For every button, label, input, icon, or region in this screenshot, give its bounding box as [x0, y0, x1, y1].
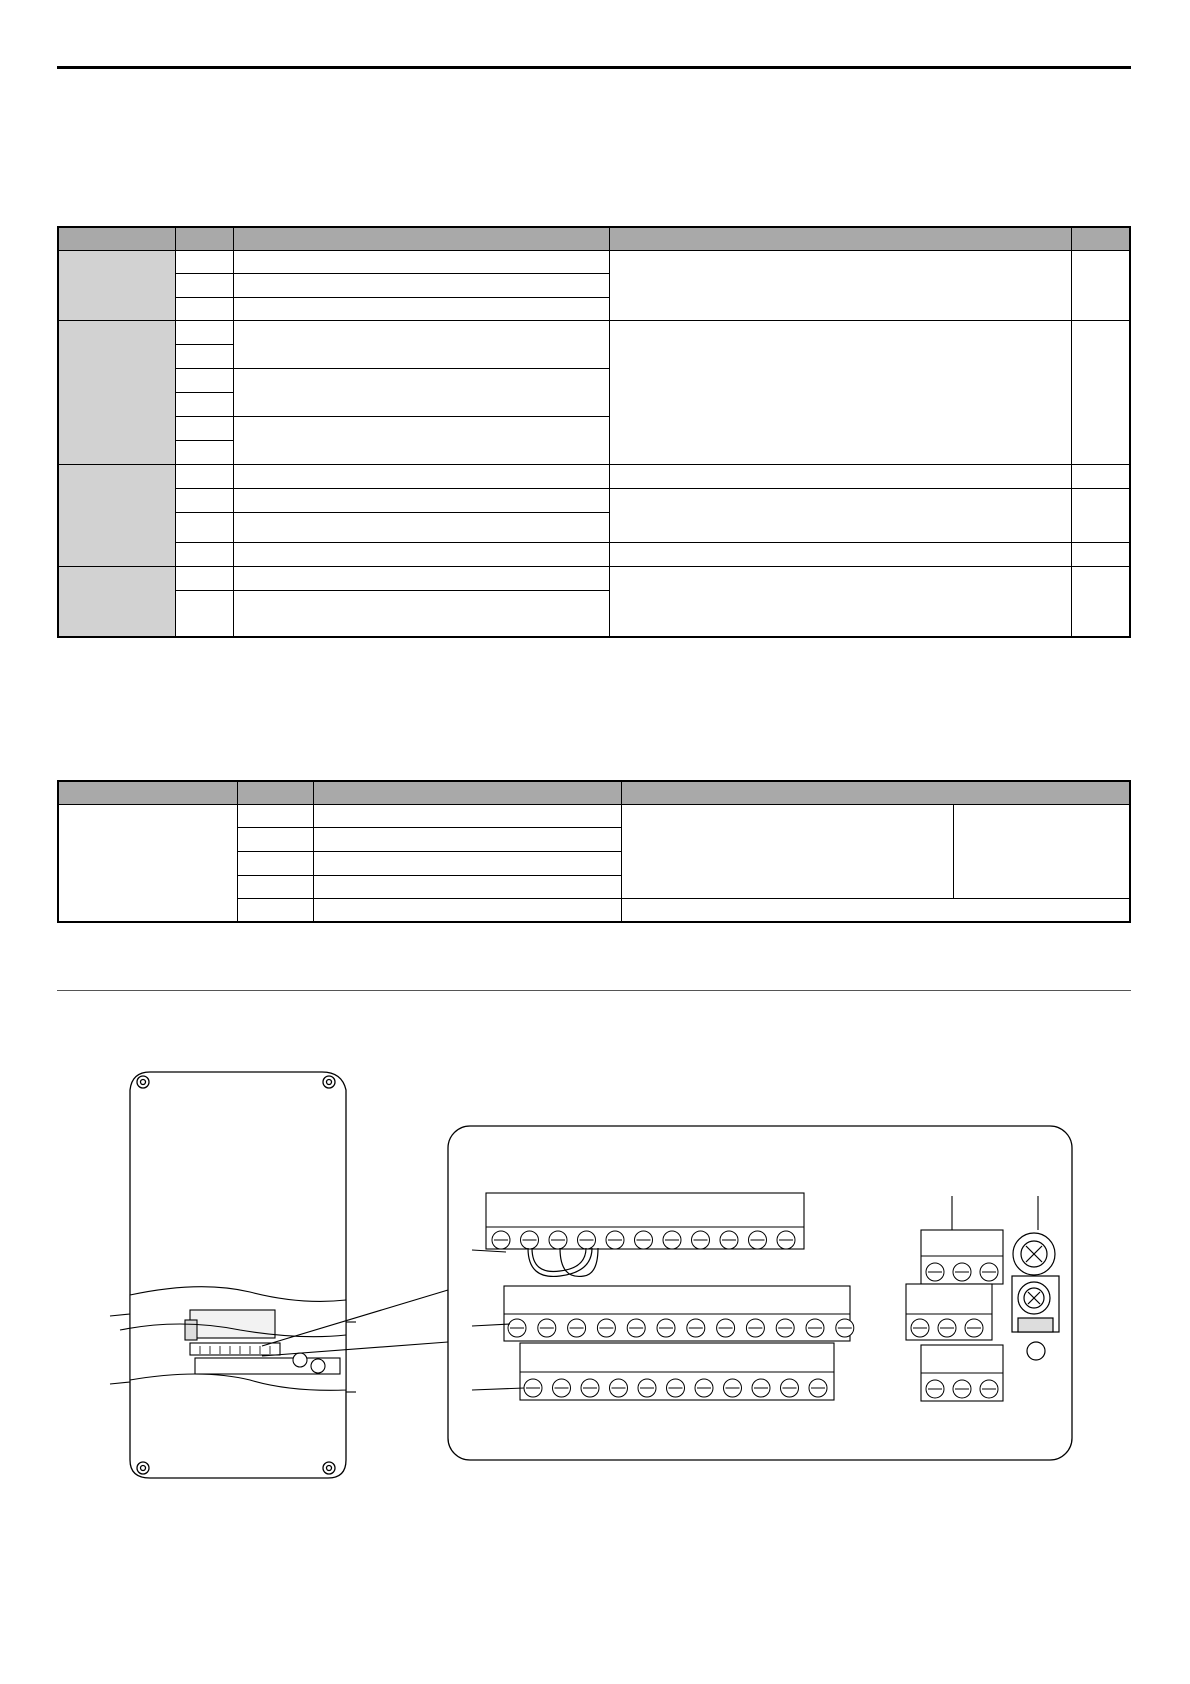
table-header-cell [58, 781, 237, 805]
table-cell [175, 441, 233, 465]
table-header-cell [1072, 227, 1130, 251]
table-cell [1072, 489, 1130, 543]
table-cell [954, 805, 1130, 899]
table-cell [313, 876, 621, 899]
table-cell [175, 369, 233, 393]
table-cell [233, 465, 610, 489]
table-cell [175, 465, 233, 489]
table-cell [58, 805, 237, 922]
top-rule [57, 66, 1131, 69]
table-cell [175, 417, 233, 441]
table-cell [233, 567, 610, 591]
table-cell [233, 251, 610, 274]
table-header-cell [610, 227, 1072, 251]
table-cell [175, 345, 233, 369]
table-cell [233, 321, 610, 369]
table-cell [1072, 567, 1130, 637]
table-header-cell [621, 781, 1130, 805]
table-cell [313, 828, 621, 852]
table-cell [237, 828, 313, 852]
table-cell [233, 417, 610, 465]
terminal-table-1 [57, 226, 1131, 638]
terminal-table-2 [57, 780, 1131, 923]
table-cell [1072, 543, 1130, 567]
table-header-row [58, 781, 1130, 805]
table-cell [237, 876, 313, 899]
table-cell [175, 489, 233, 513]
table-cell [175, 567, 233, 591]
table-cell [175, 298, 233, 321]
table-row [58, 805, 1130, 828]
table-cell [233, 274, 610, 298]
table-cell [237, 899, 313, 922]
table-cell [610, 543, 1072, 567]
table-cell [233, 369, 610, 417]
section-rule [57, 990, 1131, 991]
table-cell [313, 899, 621, 922]
table-cell [237, 805, 313, 828]
table-cell [175, 591, 233, 637]
terminal-board-figure [0, 1060, 1190, 1480]
table-cell [175, 274, 233, 298]
table-row [58, 567, 1130, 591]
table-cell [237, 852, 313, 876]
table-cell [1072, 465, 1130, 489]
group-cell [58, 321, 175, 465]
table-cell [175, 321, 233, 345]
table-row [58, 465, 1130, 489]
table-cell [175, 251, 233, 274]
group-cell [58, 567, 175, 637]
table-cell [610, 567, 1072, 637]
terminal-block-middle [504, 1286, 850, 1341]
table-cell [233, 298, 610, 321]
table-header-cell [313, 781, 621, 805]
table-cell [610, 489, 1072, 543]
table-cell [313, 852, 621, 876]
table-row [58, 251, 1130, 274]
group-cell [58, 251, 175, 321]
table-header-cell [233, 227, 610, 251]
table-cell [233, 513, 610, 543]
table-cell [233, 591, 610, 637]
table-cell [610, 321, 1072, 465]
table-cell [233, 543, 610, 567]
terminal-block-right [906, 1230, 1003, 1401]
table-header-cell [237, 781, 313, 805]
table-row [58, 321, 1130, 345]
table-row [58, 543, 1130, 567]
table-cell [175, 543, 233, 567]
table-header-row [58, 227, 1130, 251]
table-cell [621, 899, 1130, 922]
group-cell [58, 465, 175, 567]
drive-cutaway [120, 1287, 346, 1391]
table-cell [175, 393, 233, 417]
drive-enclosure [130, 1072, 346, 1478]
table-cell [1072, 321, 1130, 465]
table-cell [621, 805, 954, 899]
table-row [58, 489, 1130, 513]
table-header-cell [58, 227, 175, 251]
table-header-cell [175, 227, 233, 251]
table-cell [233, 489, 610, 513]
table-cell [610, 251, 1072, 321]
table-cell [313, 805, 621, 828]
table-cell [175, 513, 233, 543]
table-cell [610, 465, 1072, 489]
table-cell [1072, 251, 1130, 321]
